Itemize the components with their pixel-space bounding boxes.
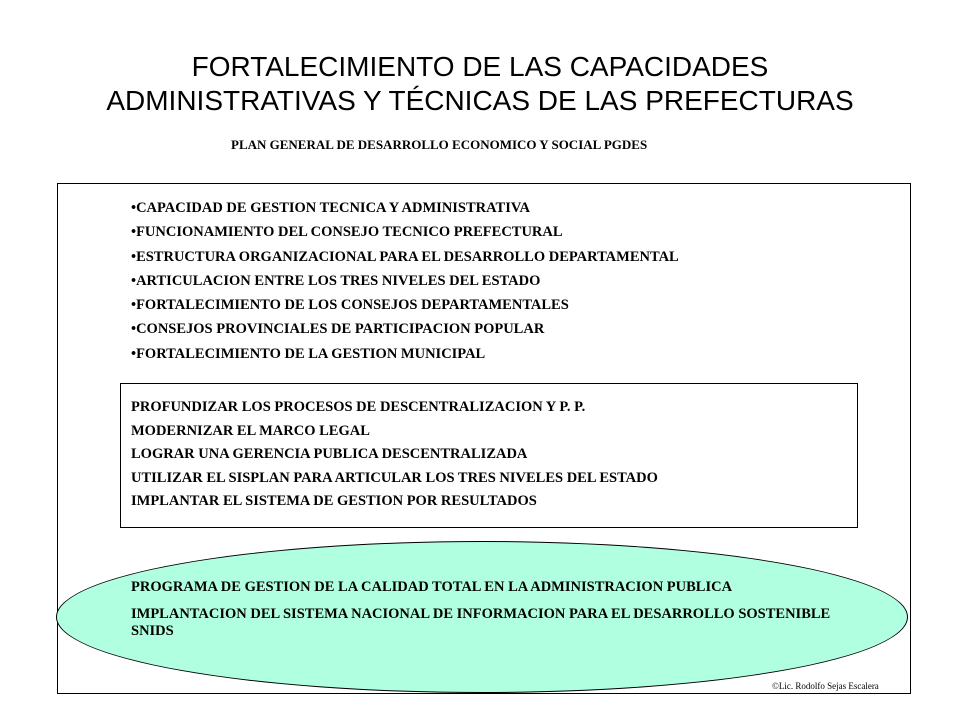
- program-item: PROGRAMA DE GESTION DE LA CALIDAD TOTAL EN LA ADMINISTRACION PUBLICA: [131, 579, 733, 595]
- bullet-item: •ESTRUCTURA ORGANIZACIONAL PARA EL DESARROLLO DEPARTAMENTAL: [131, 248, 679, 265]
- slide-title-line-1: FORTALECIMIENTO DE LAS CAPACIDADES: [191, 51, 769, 82]
- strategy-item: LOGRAR UNA GERENCIA PUBLICA DESCENTRALIZADA: [131, 446, 528, 462]
- strategy-item: PROFUNDIZAR LOS PROCESOS DE DESCENTRALIZACION Y P. P.: [131, 399, 586, 415]
- bullet-item: •CAPACIDAD DE GESTION TECNICA Y ADMINISTRATIVA: [131, 200, 530, 216]
- strategy-item: IMPLANTAR EL SISTEMA DE GESTION POR RESULTADOS: [131, 493, 537, 509]
- strategy-item: MODERNIZAR EL MARCO LEGAL: [131, 422, 370, 439]
- bullet-item: •FORTALECIMIENTO DE LOS CONSEJOS DEPARTAMENTALES: [131, 297, 569, 314]
- bullet-item: •ARTICULACION ENTRE LOS TRES NIVELES DEL ESTADO: [131, 272, 541, 289]
- strategy-list: [131, 396, 658, 514]
- bullet-item: •CONSEJOS PROVINCIALES DE PARTICIPACION POPULAR: [131, 321, 545, 338]
- capacity-bullet-list: [131, 196, 679, 366]
- bullet-item: •FORTALECIMIENTO DE LA GESTION MUNICIPAL: [131, 345, 486, 362]
- slide-title-line-2: ADMINISTRATIVAS Y TÉCNICAS DE LAS PREFECTURAS: [106, 85, 854, 116]
- program-item: IMPLANTACION DEL SISTEMA NACIONAL DE INFORMACION PARA EL DESARROLLO SOSTENIBLE SNIDS: [131, 606, 831, 639]
- author-credit: ©Lic. Rodolfo Sejas Escalera: [772, 681, 879, 691]
- slide-title: [0, 50, 960, 118]
- strategy-item: UTILIZAR EL SISPLAN PARA ARTICULAR LOS TRES NIVELES DEL ESTADO: [131, 469, 658, 486]
- slide-subtitle: PLAN GENERAL DE DESARROLLO ECONOMICO Y SOCIAL PGDES: [231, 137, 648, 152]
- program-list: [131, 579, 831, 650]
- bullet-item: •FUNCIONAMIENTO DEL CONSEJO TECNICO PREFECTURAL: [131, 224, 563, 241]
